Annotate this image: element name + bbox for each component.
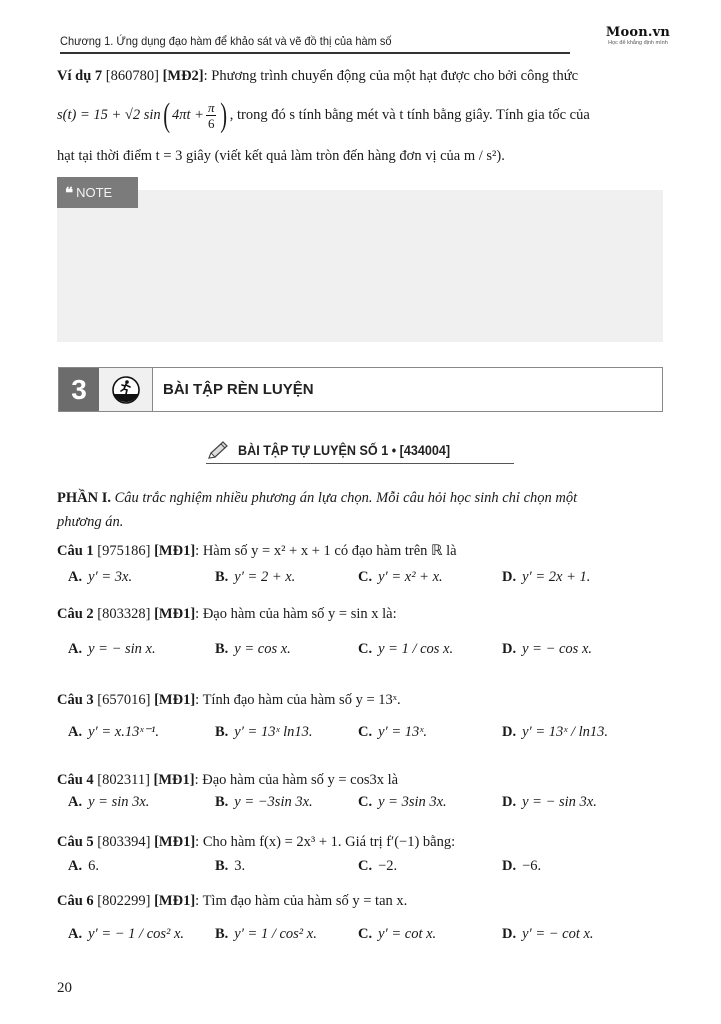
option-value: y′ = 13ˣ. [378, 723, 427, 740]
option-value: y = sin 3x. [88, 793, 150, 810]
question-4: Câu 4 [802311] [MĐ1]: Đạo hàm của hàm số y = cos3x là [57, 772, 399, 788]
brand-logo [606, 25, 670, 46]
option-value: y′ = 2 + x. [234, 568, 296, 585]
option-d[interactable] [502, 641, 592, 658]
page-number: 20 [57, 980, 72, 996]
option-letter: A. [68, 723, 83, 740]
option-c[interactable] [358, 858, 397, 875]
option-value: y = 3sin 3x. [378, 793, 447, 810]
option-letter: A. [68, 793, 83, 810]
option-letter: C. [358, 925, 373, 942]
section-title: BÀI TẬP RÈN LUYỆN [163, 381, 314, 398]
option-letter: D. [502, 568, 517, 585]
option-letter: C. [358, 640, 373, 657]
option-value: y′ = 13ˣ / ln13. [522, 723, 609, 740]
brand-name: Moon.vn [605, 25, 670, 40]
example-formula-line: s(t) = 15 + √2 sin ( 4πt + $\frac{\pi}{6}$ ) , trong đó s tính bằng mét và t tính bằng giây. Tính gia tốc của [57, 97, 590, 134]
note-tab [57, 177, 138, 208]
option-letter: C. [358, 568, 373, 585]
option-value: 3. [234, 857, 246, 874]
formula-lhs: s(t) = 15 + √2 sin [57, 107, 161, 124]
option-value: y′ = x² + x. [378, 568, 443, 585]
part-label: PHẦN I. [57, 490, 111, 506]
option-letter: C. [358, 793, 373, 810]
page-header [60, 22, 680, 54]
option-d[interactable] [502, 569, 590, 586]
option-d[interactable] [502, 724, 608, 741]
question-1: Câu 1 [975186] [MĐ1]: Hàm số y = x² + x + 1 có đạo hàm trên ℝ là [57, 543, 457, 559]
option-b[interactable] [215, 926, 317, 943]
example-label: Ví dụ 7 [57, 68, 103, 84]
option-value: y = − cos x. [522, 640, 593, 657]
option-letter: B. [215, 723, 229, 740]
option-value: y′ = − cot x. [522, 925, 594, 942]
exercise-set-heading [206, 436, 514, 464]
option-letter: B. [215, 568, 229, 585]
example-level: [MĐ2] [162, 68, 204, 84]
option-c[interactable] [358, 569, 443, 586]
option-b[interactable] [215, 858, 245, 875]
option-letter: D. [502, 925, 517, 942]
option-letter: D. [502, 793, 517, 810]
option-a[interactable] [68, 569, 132, 586]
option-value: y = cos x. [234, 640, 291, 657]
option-value: y′ = cot x. [378, 925, 437, 942]
example-text-3: hạt tại thời điểm t = 3 giây (viết kết quả làm tròn đến hàng đơn vị của m / s²). [57, 148, 505, 164]
option-letter: A. [68, 857, 83, 874]
option-c[interactable] [358, 641, 453, 658]
option-value: y′ = x.13ˣ⁻¹. [88, 723, 160, 740]
option-letter: B. [215, 640, 229, 657]
part-instruction: PHẦN I. Câu trắc nghiệm nhiều phương án lựa chọn. Mỗi câu hỏi học sinh chỉ chọn một [57, 490, 578, 506]
question-5: Câu 5 [803394] [MĐ1]: Cho hàm f(x) = 2x³ + 1. Giá trị f′(−1) bằng: [57, 834, 456, 850]
option-letter: D. [502, 723, 517, 740]
option-b[interactable] [215, 569, 295, 586]
option-value: −2. [378, 857, 398, 874]
question-3: Câu 3 [657016] [MĐ1]: Tính đạo hàm của hàm số y = 13ˣ. [57, 692, 401, 708]
option-b[interactable] [215, 724, 313, 741]
part-instruction-2: phương án. [57, 514, 124, 530]
option-letter: D. [502, 640, 517, 657]
option-d[interactable] [502, 858, 541, 875]
exercise-set-title: BÀI TẬP TỰ LUYỆN SỐ 1 • [434004] [238, 441, 451, 458]
option-letter: B. [215, 925, 229, 942]
option-value: −6. [522, 857, 542, 874]
option-a[interactable] [68, 926, 184, 943]
example-text-2: , trong đó s tính bằng mét và t tính bằng giây. Tính gia tốc của [229, 107, 590, 124]
formula-fraction: $\frac{\pi}{6}$ [207, 99, 215, 131]
example-code: [860780] [105, 68, 159, 84]
running-person-icon [111, 375, 141, 405]
chapter-title: Chương 1. Ứng dụng đạo hàm để khảo sát và vẽ đồ thị của hàm số [60, 34, 392, 48]
option-c[interactable] [358, 794, 447, 811]
option-a[interactable] [68, 858, 99, 875]
option-value: y = −3sin 3x. [234, 793, 313, 810]
example-text-1: : Phương trình chuyển động của một hạt được cho bởi công thức [203, 68, 579, 84]
option-c[interactable] [358, 926, 436, 943]
pencil-icon [206, 440, 230, 460]
quote-icon: ❝ [65, 184, 71, 202]
option-letter: A. [68, 640, 83, 657]
header-divider [60, 52, 570, 54]
option-letter: A. [68, 568, 83, 585]
option-value: y′ = 13ˣ ln13. [234, 723, 313, 740]
option-b[interactable] [215, 794, 313, 811]
option-value: y′ = 3x. [88, 568, 133, 585]
option-letter: C. [358, 857, 373, 874]
option-value: y′ = 2x + 1. [522, 568, 591, 585]
option-a[interactable] [68, 641, 156, 658]
question-2: Câu 2 [803328] [MĐ1]: Đạo hàm của hàm số y = sin x là: [57, 606, 397, 622]
option-a[interactable] [68, 724, 159, 741]
option-value: 6. [88, 857, 99, 874]
option-value: y = 1 / cos x. [378, 640, 454, 657]
note-area[interactable] [57, 190, 663, 342]
option-c[interactable] [358, 724, 427, 741]
option-letter: A. [68, 925, 83, 942]
option-value: y′ = 1 / cos² x. [234, 925, 317, 942]
option-letter: D. [502, 857, 517, 874]
option-d[interactable] [502, 926, 594, 943]
option-letter: B. [215, 857, 229, 874]
formula-inner: 4πt + [171, 107, 204, 124]
question-6: Câu 6 [802299] [MĐ1]: Tìm đạo hàm của hàm số y = tan x. [57, 893, 408, 909]
option-value: y′ = − 1 / cos² x. [88, 925, 185, 942]
option-letter: B. [215, 793, 229, 810]
option-b[interactable] [215, 641, 291, 658]
section-header [58, 367, 663, 412]
option-a[interactable] [68, 794, 149, 811]
example-line-1 [57, 68, 665, 85]
note-label: NOTE [76, 185, 113, 200]
option-value: y = − sin x. [88, 640, 156, 657]
option-letter: C. [358, 723, 373, 740]
brand-tagline: Học để khẳng định mình [608, 40, 668, 46]
option-value: y = − sin 3x. [522, 793, 597, 810]
section-number: 3 [59, 368, 99, 411]
option-d[interactable] [502, 794, 597, 811]
